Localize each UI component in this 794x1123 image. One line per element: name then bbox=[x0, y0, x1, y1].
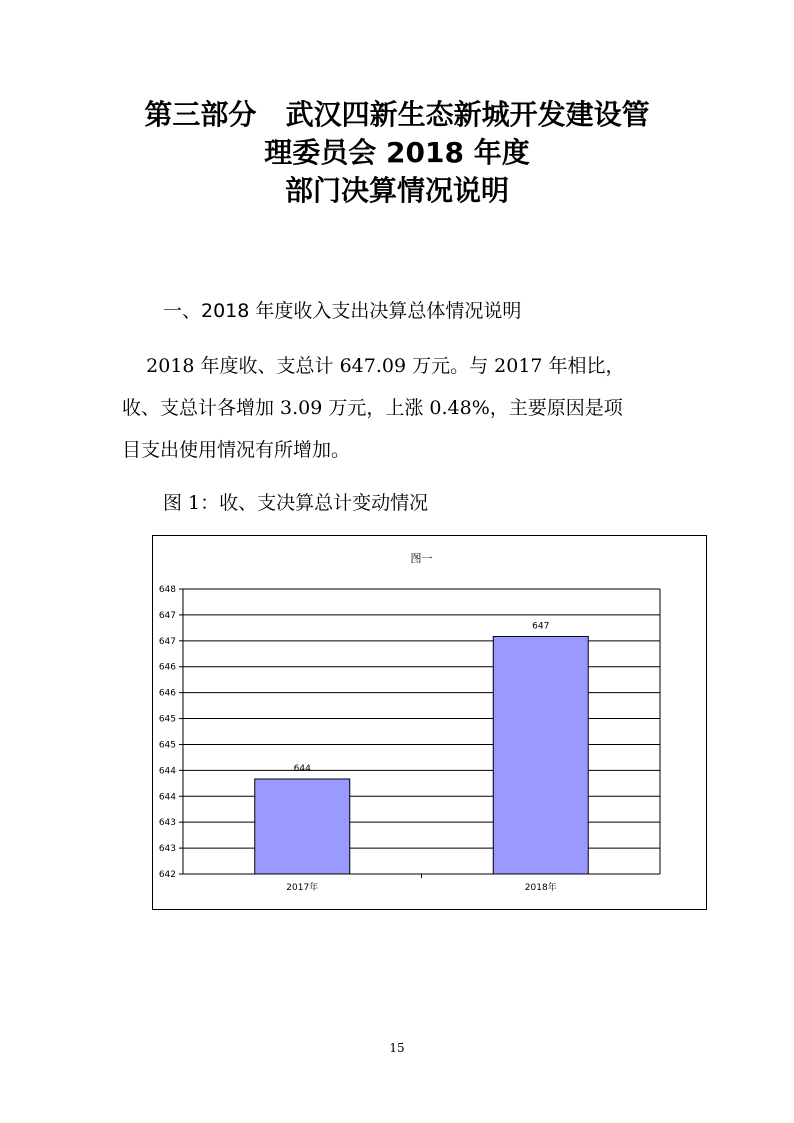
data-label: 644 bbox=[293, 764, 311, 774]
data-label: 647 bbox=[532, 621, 550, 632]
chart-canvas bbox=[153, 536, 708, 911]
chart-title: 图一 bbox=[410, 552, 433, 565]
title-line-1: 第三部分 武汉四新生态新城开发建设管 bbox=[144, 98, 650, 131]
y-tick-label: 644 bbox=[158, 792, 176, 803]
x-tick-label: 2017年 bbox=[286, 883, 319, 893]
figure-caption: 图 1：收、支决算总计变动情况 bbox=[163, 492, 429, 514]
title-line-3: 部门决算情况说明 bbox=[284, 174, 509, 207]
y-tick-label: 642 bbox=[158, 870, 176, 880]
y-tick-label: 647 bbox=[158, 636, 176, 647]
y-tick-label: 645 bbox=[158, 714, 176, 725]
y-tick-label: 646 bbox=[158, 688, 176, 699]
y-tick-label: 646 bbox=[158, 662, 176, 673]
y-tick-label: 643 bbox=[158, 818, 176, 829]
bar-2018年 bbox=[493, 637, 588, 875]
x-tick-label: 2018年 bbox=[524, 883, 557, 893]
bar-chart bbox=[152, 535, 707, 910]
paragraph-line-1: 2018 年度收、支总计 647.09 万元。与 2017 年相比， bbox=[122, 355, 625, 377]
paragraph-line-2: 收、支总计各增加 3.09 万元，上涨 0.48%，主要原因是项 bbox=[122, 397, 623, 419]
paragraph-line-3: 目支出使用情况有所增加。 bbox=[122, 439, 351, 461]
y-tick-label: 643 bbox=[158, 844, 176, 855]
section-heading: 一、2018 年度收入支出决算总体情况说明 bbox=[163, 300, 522, 322]
y-tick-label: 647 bbox=[158, 610, 176, 621]
page-number: 15 bbox=[389, 1041, 405, 1055]
y-tick-label: 648 bbox=[158, 585, 176, 595]
y-tick-label: 644 bbox=[158, 766, 176, 777]
y-tick-label: 645 bbox=[158, 740, 176, 751]
title-line-2: 理委员会 2018 年度 bbox=[264, 136, 530, 169]
bar-2017年 bbox=[255, 779, 350, 874]
